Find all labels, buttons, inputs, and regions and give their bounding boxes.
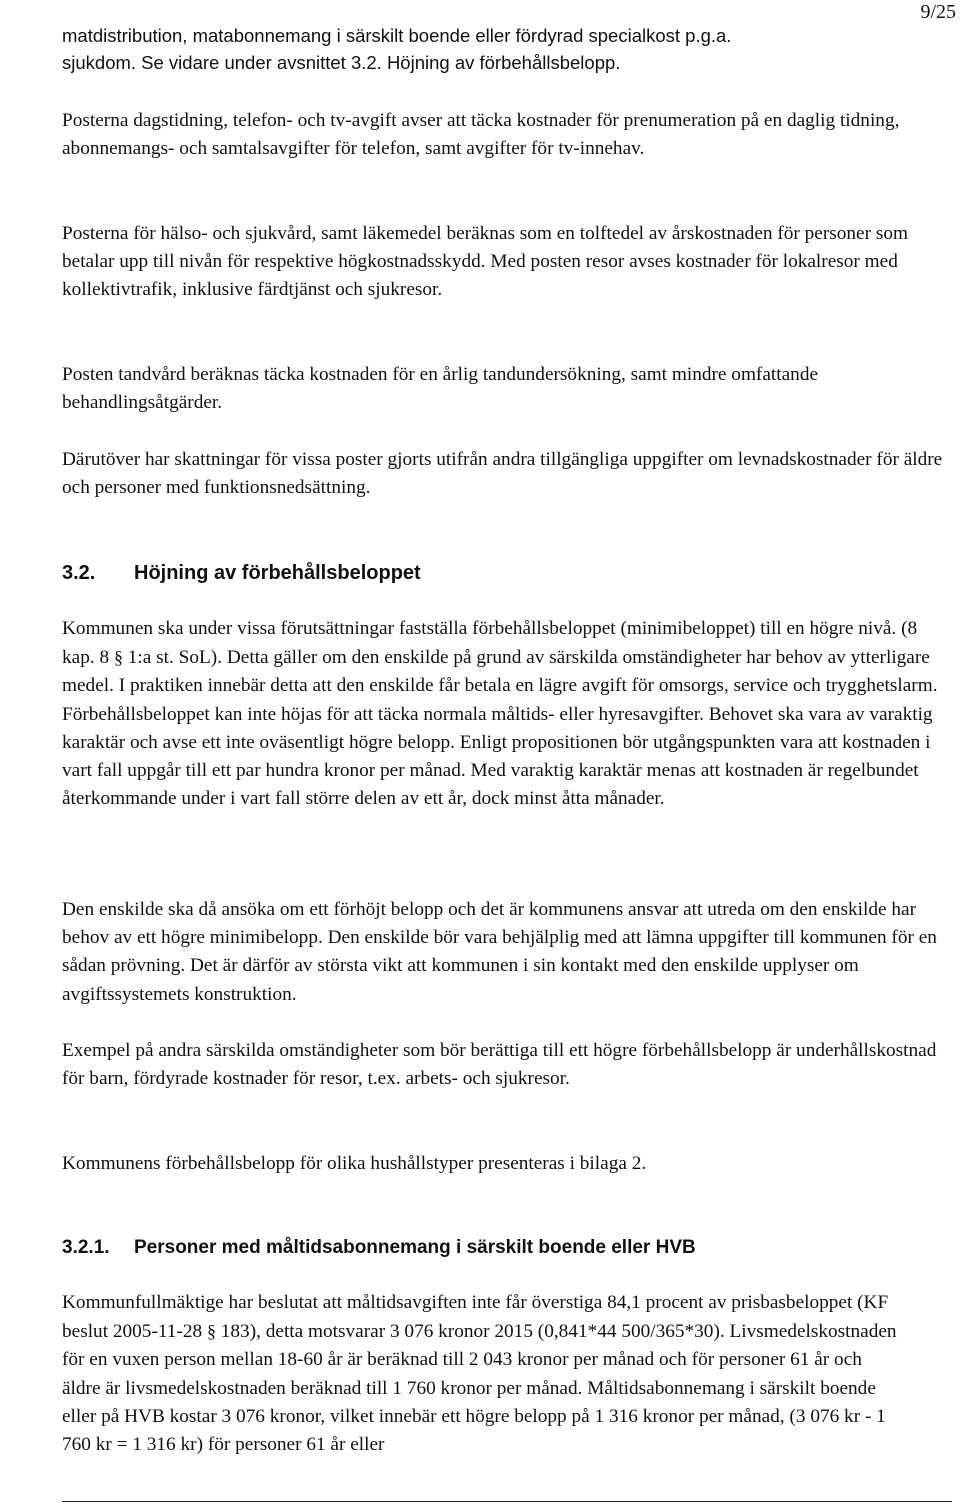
paragraph-text: Kommunfullmäktige har beslutat att måltidsavgiften inte får överstiga 84,1 procent av prisbasbeloppet (KF beslut 2005-11-28 [62,1292,889,1343]
section-number: 3.2. [62,562,96,584]
section-heading-3-2-1 [62,1236,696,1260]
paragraph-halso-sjukvard: Posterna för hälso- och sjukvård, samt läkemedel beräknas som en tolftedel av årskostnaden för personer som betalar upp till nivån för respektive högkostnadsskydd. Med posten resor avses kostnader för lokalresor med kollektivtrafik, inklusive färdtjänst och sjukresor. [62,223,908,301]
paragraph-ansoka: Den enskilde ska då ansöka om ett förhöjt belopp och det är kommunens ansvar att utreda om den enskilde har behov av ett högre minimibelopp. Den enskilde bör vara behjälplig med att lämna uppgifter till kommunen för en sådan prövning. Det är därför av största vikt att kommunen i sin kontakt med den enskilde upplyser om avgiftssystemets konstruktion. [62,899,937,1005]
paragraph-text: Kommunen ska under vissa förutsättningar fastställa förbehållsbeloppet (minimibeloppet) till en högre nivå. (8 kap. 8 [62,618,918,669]
section-number: 3.2.1. [62,1237,110,1258]
section-heading-3-2 [62,561,421,585]
paragraph-maltidsabonnemang [62,1289,897,1459]
paragraph-text: 183), detta motsvarar 3 076 kronor 2015 (0,841*44 500/365*30). Livsmedelskostnaden för en vuxen person mellan 18-60 år är beräknad till 2 043 kronor per månad och för personer 61 år och äldre är livsmedelskostnaden beräknad till 1 760 kronor per månad. Måltidsabonnemang i särskilt boende eller på HVB kostar 3 076 kronor, vilket innebär ett högre belopp på 1 316 kronor per månad, (3 076 kr - 1 760 kr = 1 316 kr) för personer 61 år eller [62,1321,897,1456]
paragraph-hojning-intro [62,615,947,813]
section-title: Personer med måltidsabonnemang i särskilt boende eller HVB [134,1237,696,1258]
paragraph-dagstidning: Posterna dagstidning, telefon- och tv-avgift avser att täcka kostnader för prenumeration på en daglig tidning, abonnemangs- och samtalsavgifter för telefon, samt avgifter för tv-innehav. [62,110,900,160]
footer-divider [62,1501,952,1502]
paragraph-darutover: Därutöver har skattningar för vissa poster gjorts utifrån andra tillgängliga uppgifter om levnadskostnader för äldre och personer med funktionsnedsättning. [62,449,943,499]
paragraph-bilaga: Kommunens förbehållsbelopp för olika hushållstyper presenteras i bilaga 2. [62,1153,647,1174]
paragraph-text: 1:a st. SoL). Detta gäller om den enskilde på grund av särskilda omständigheter har behov av ytterligare medel. I praktiken innebär detta att den enskilde får betala en lägre avgift för omsorgs, service och trygghetslarm. Förbehållsbeloppet kan inte höjas för att täcka normala måltids- eller hyresavgifter. Behovet ska vara av varaktig karaktär och avse ett inte oväsentligt högre belopp. Enligt propositionen bör utgångspunkten vara att kostnaden i vart fall uppgår till ett par hundra kronor per månad. Med varaktig karaktär menas att kostnaden är regelbundet återkommande under i vart fall större delen av ett år, dock minst åtta månader. [62,647,938,810]
page-number: 9/25 [920,1,956,23]
paragraph-exempel: Exempel på andra särskilda omständigheter som bör berättiga till ett högre förbehållsbelopp är underhållskostnad för barn, fördyrade kostnader för resor, t.ex. arbets- och sjukresor. [62,1040,937,1090]
paragraph-symbol: § [113,647,123,668]
intro-continuation [62,22,952,76]
section-title: Höjning av förbehållsbeloppet [134,562,421,584]
paragraph-tandvard: Posten tandvård beräknas täcka kostnaden för en årlig tandundersökning, samt mindre omfattande behandlingsåtgärder. [62,364,819,414]
intro-line-1: matdistribution, matabonnemang i särskilt boende eller fördyrad specialkost p.g.a. [62,25,732,46]
intro-line-2: sjukdom. Se vidare under avsnittet 3.2. Höjning av förbehållsbelopp. [62,52,621,73]
paragraph-symbol: § [206,1321,216,1342]
